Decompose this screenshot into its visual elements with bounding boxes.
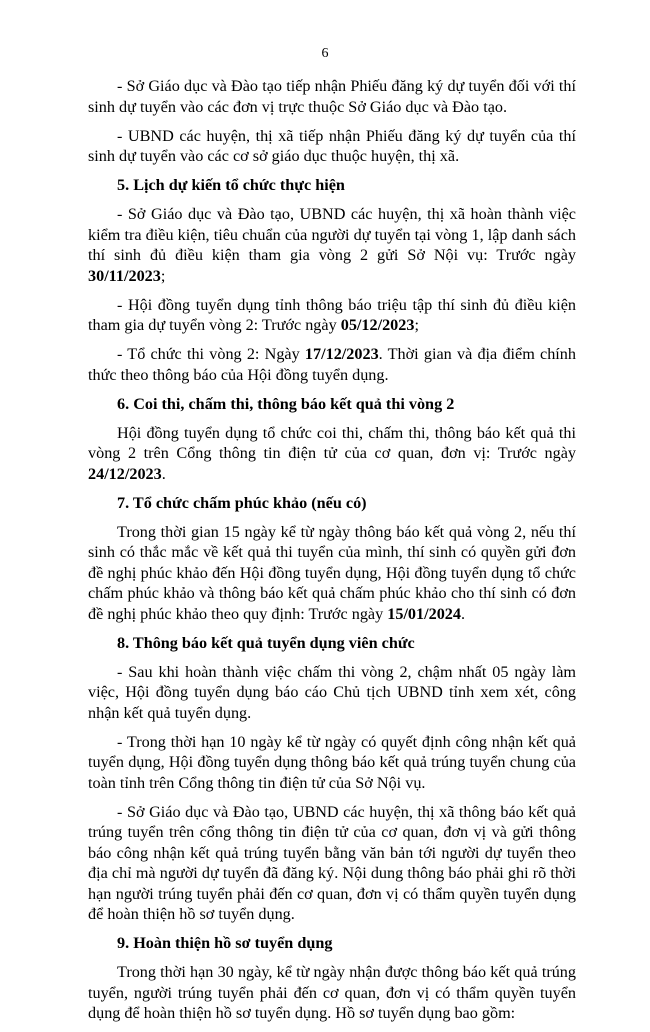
deadline-date: 05/12/2023 bbox=[340, 316, 415, 334]
heading-section-8: 8. Thông báo kết quả tuyển dụng viên chức bbox=[117, 633, 415, 652]
deadline-date: 30/11/2023 bbox=[88, 266, 161, 285]
deadline-date: 24/12/2023 bbox=[88, 464, 162, 483]
heading-section-7: 7. Tổ chức chấm phúc khảo (nếu có) bbox=[117, 493, 367, 512]
paragraph-complete-dossier: Trong thời hạn 30 ngày, kể từ ngày nhận được thông báo kết quả trúng tuyển, người trúng tuyển phải đến cơ quan, đơn vị có thẩm quyền tuyển dụng để hoàn thiện hồ sơ tuyển dụng. Hồ sơ tuyển dụng bao gồm: bbox=[88, 963, 576, 1022]
heading-section-6: 6. Coi thi, chấm thi, thông báo kết quả thi vòng 2 bbox=[117, 394, 455, 413]
paragraph-summon-candidates: - Hội đồng tuyển dụng tỉnh thông báo triệu tập thí sinh đủ điều kiện tham gia dự tuyển vòng 2: Trước ngày 05/12/2023; bbox=[88, 295, 576, 334]
paragraph-check-conditions: - Sở Giáo dục và Đào tạo, UBND các huyện, thị xã hoàn thành việc kiểm tra điều kiện, tiêu chuẩn của người dự tuyển tại vòng 1, lập danh sách thí sinh đủ điều kiện tham gia vòng 2 gửi Sở Nội vụ: Trước ngày 30/11/2023; bbox=[88, 205, 576, 285]
exam-date: 17/12/2023 bbox=[304, 345, 379, 363]
deadline-date: 15/01/2024 bbox=[387, 604, 461, 623]
paragraph-round-2-exam: - Tổ chức thi vòng 2: Ngày 17/12/2023. Thời gian và địa điểm chính thức theo thông báo của Hội đồng tuyển dụng. bbox=[88, 345, 576, 384]
paragraph-gddt-receive: - Sở Giáo dục và Đào tạo tiếp nhận Phiếu đăng ký dự tuyển đối với thí sinh dự tuyển vào các đơn vị trực thuộc Sở Giáo dục và Đào tạo. bbox=[88, 77, 576, 116]
page-number: 6 bbox=[321, 46, 329, 61]
paragraph-announce-province: - Trong thời hạn 10 ngày kể từ ngày có quyết định công nhận kết quả tuyển dụng, Hội đồng tuyển dụng thông báo kết quả trúng tuyển chung của toàn tỉnh trên Cổng thông tin điện tử của Sở Nội vụ. bbox=[88, 732, 576, 792]
heading-section-9: 9. Hoàn thiện hồ sơ tuyển dụng bbox=[117, 934, 333, 952]
paragraph-review-grading: Trong thời gian 15 ngày kể từ ngày thông báo kết quả vòng 2, nếu thí sinh có thắc mắc về kết quả thi tuyển của mình, thí sinh có quyền gửi đơn đề nghị phúc khảo đến Hội đồng tuyển dụng, Hội đồng tuyển dụng tổ chức chấm phúc khảo và thông báo kết quả chấm phúc khảo cho thí sinh có đơn đề nghị phúc khảo theo quy định: Trước ngày 15/01/2024. bbox=[88, 522, 576, 623]
document-body bbox=[88, 76, 576, 1032]
heading-section-5: 5. Lịch dự kiến tổ chức thực hiện bbox=[117, 176, 345, 194]
paragraph-ubnd-receive: - UBND các huyện, thị xã tiếp nhận Phiếu đăng ký dự tuyển của thí sinh dự tuyển vào các cơ sở giáo dục thuộc huyện, thị xã. bbox=[88, 126, 576, 165]
paragraph-report-results: - Sau khi hoàn thành việc chấm thi vòng 2, chậm nhất 05 ngày làm việc, Hội đồng tuyển dụng báo cáo Chủ tịch UBND tỉnh xem xét, công nhận kết quả tuyển dụng. bbox=[88, 662, 576, 722]
paragraph-exam-results: Hội đồng tuyển dụng tổ chức coi thi, chấm thi, thông báo kết quả thi vòng 2 trên Cổng thông tin điện tử của cơ quan, đơn vị: Trước ngày 24/12/2023. bbox=[88, 423, 576, 483]
paragraph-announce-units: - Sở Giáo dục và Đào tạo, UBND các huyện, thị xã thông báo kết quả trúng tuyển trên cổng thông tin điện tử của cơ quan, đơn vị và gửi thông báo công nhận kết quả trúng tuyển bằng văn bản tới người dự tuyển theo địa chỉ mà người dự tuyển đã đăng ký. Nội dung thông báo phải ghi rõ thời hạn người trúng tuyển phải đến cơ quan, đơn vị có thẩm quyền tuyển dụng để hoàn thiện hồ sơ tuyển dụng. bbox=[88, 802, 576, 923]
